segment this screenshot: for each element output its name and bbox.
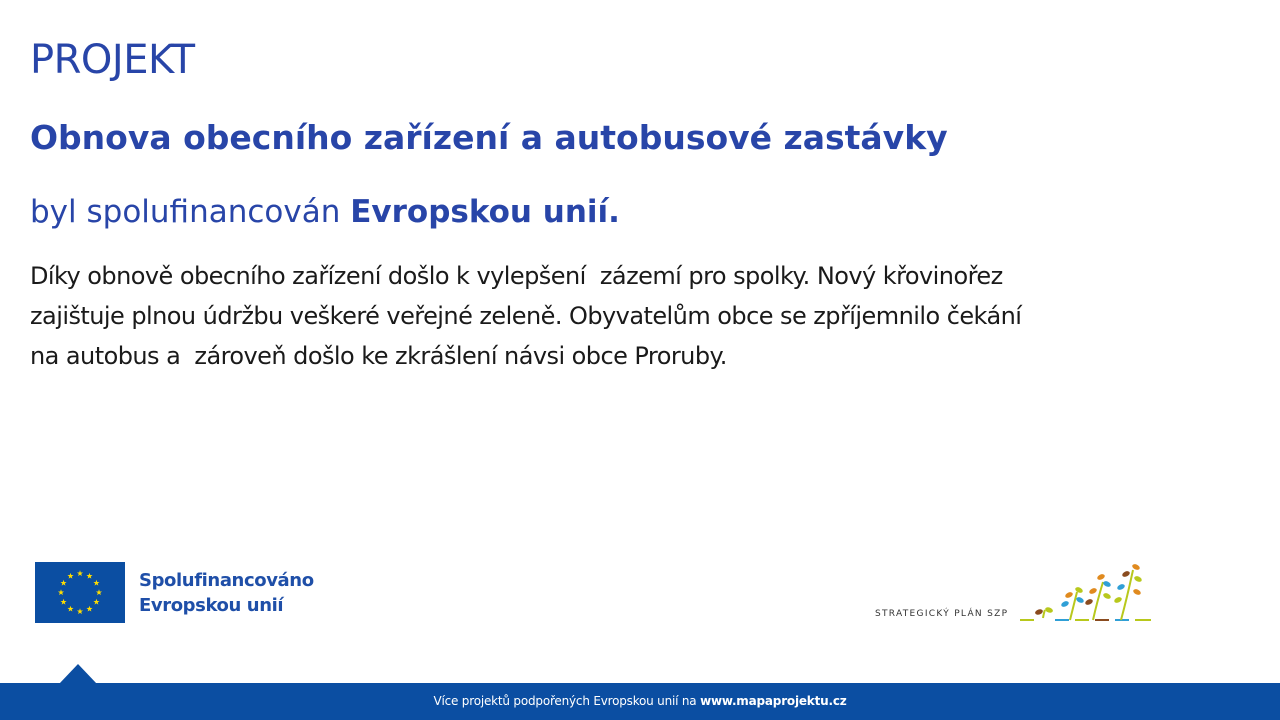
eu-logo-line2: Evropskou unií bbox=[139, 594, 284, 616]
cofinance-emphasis: Evropskou unií. bbox=[350, 194, 620, 230]
page-heading: PROJEKT bbox=[30, 37, 195, 83]
footer-caption: Více projektů podpořených Evropskou unií na bbox=[433, 694, 701, 708]
cofinance-statement bbox=[30, 190, 620, 234]
eu-logo-line1: Spolufinancováno bbox=[139, 569, 314, 591]
footer-notch bbox=[59, 664, 97, 684]
strategic-plan-label: STRATEGICKÝ PLÁN SZP bbox=[875, 609, 1009, 619]
sprouting-plants-icon bbox=[1017, 560, 1167, 626]
project-title: Obnova obecního zařízení a autobusové zastávky bbox=[30, 118, 948, 157]
footer-text bbox=[0, 683, 1280, 720]
strategic-plan-logo bbox=[873, 560, 1173, 630]
eu-flag-icon bbox=[35, 562, 125, 623]
project-description: Díky obnově obecního zařízení došlo k vylepšení zázemí pro spolky. Nový křovinořez zajištuje plnou údržbu veškeré veřejné zeleně. Obyvatelům obce se zpříjemnilo čekání na autobus a zároveň došlo ke zkrášlení návsi obce Proruby. bbox=[30, 262, 1022, 370]
footer-website-link[interactable]: www.mapaprojektu.cz bbox=[700, 694, 847, 708]
eu-cofunded-logo bbox=[35, 562, 314, 623]
eu-logo-text bbox=[139, 568, 314, 618]
cofinance-prefix: byl spolufinancován bbox=[30, 194, 351, 230]
